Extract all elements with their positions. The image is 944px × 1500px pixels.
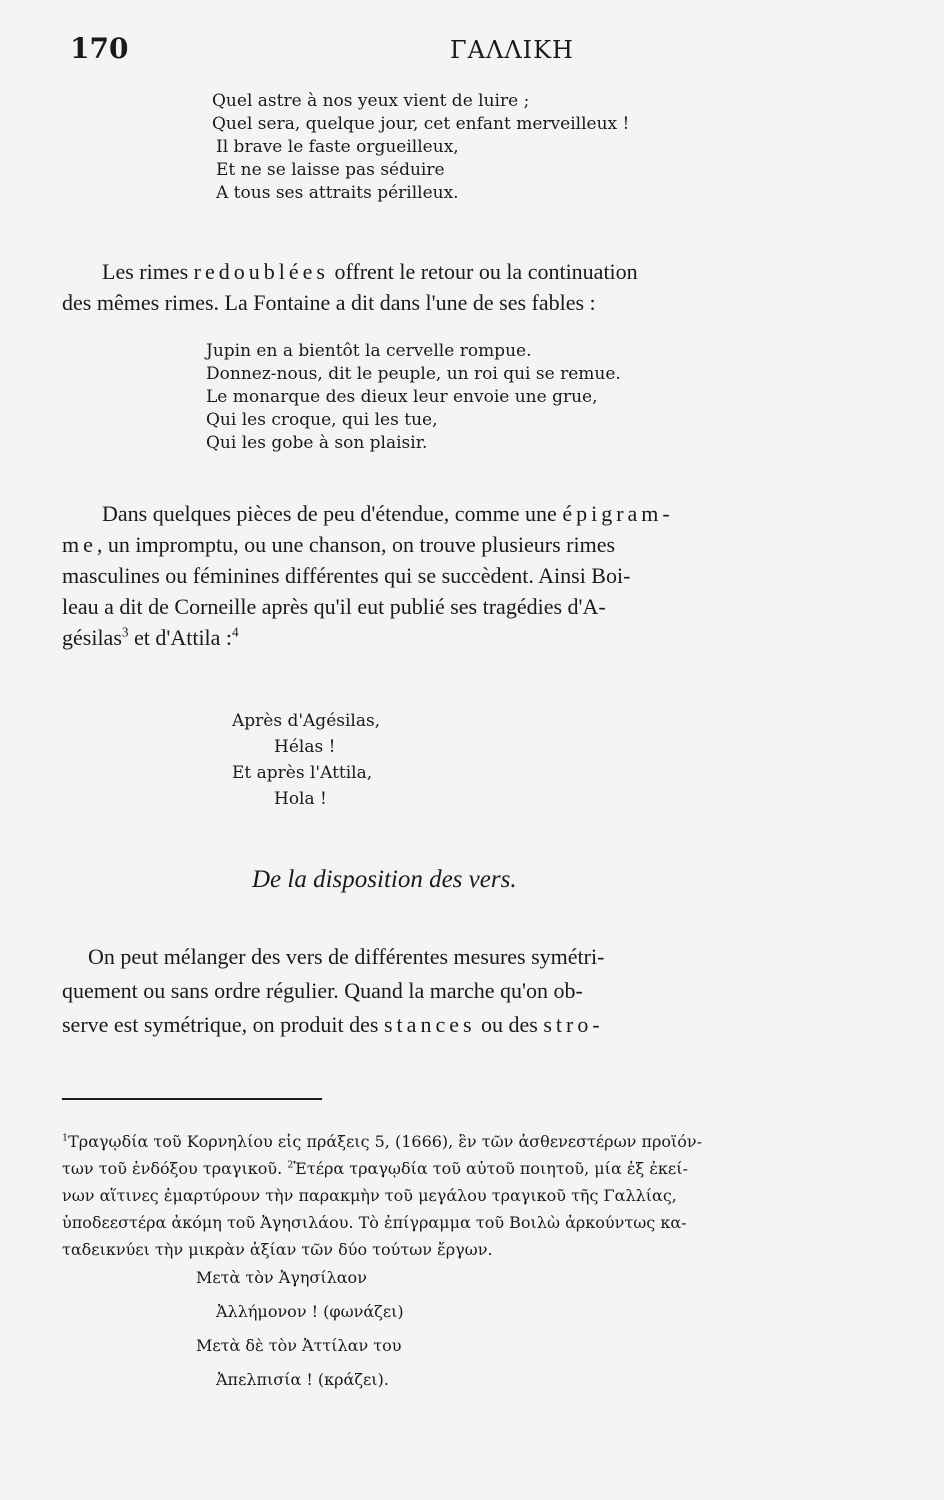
footnote-marker-1: 1 <box>62 1132 69 1144</box>
verse-line: Le monarque des dieux leur envoie une grue, <box>206 387 598 407</box>
paragraph-line: On peut mélanger des vers de différentes mesures symétri- <box>88 944 605 969</box>
footnote-ref-3: 3 <box>121 624 129 640</box>
footnote-verse-line: Μετὰ δὲ τὸν Ἀττίλαν του <box>196 1336 402 1355</box>
footnotes <box>62 1128 842 1263</box>
text-run: Les rimes <box>102 259 194 284</box>
spaced-term: me <box>62 532 97 557</box>
spaced-term: épigram- <box>562 501 674 526</box>
text-run: serve est symétrique, on produit des <box>62 1012 384 1037</box>
verse-line: Hola ! <box>274 789 327 809</box>
footnote-marker-2: 2 <box>287 1159 294 1171</box>
verse-block-3 <box>232 708 380 812</box>
running-title: ΓΑΛΛΙΚΗ <box>450 36 574 64</box>
section-heading: De la disposition des vers. <box>252 866 517 893</box>
footnote-line: Τραγῳδία τοῦ Κορνηλίου εἰς πράξεις 5, (1666), ἓν τῶν ἀσθενεστέρων προϊόν- <box>68 1132 703 1151</box>
verse-line: Et après l'Attila, <box>232 763 373 783</box>
footnote-line: νων αἵτινες ἐμαρτύρουν τὴν παρακμὴν τοῦ μεγάλου τραγικοῦ τῆς Γαλλίας, <box>62 1186 677 1205</box>
page-header <box>70 32 904 72</box>
verse-line: Hélas ! <box>274 737 336 757</box>
paragraph-disposition <box>62 940 822 1042</box>
footnote-line: ταδεικνύει τὴν μικρὰν ἀξίαν τῶν δύο τούτων ἔργων. <box>62 1240 493 1259</box>
spaced-term: stances <box>384 1012 476 1037</box>
verse-line: Donnez-nous, dit le peuple, un roi qui se remue. <box>206 364 621 384</box>
paragraph-line: des mêmes rimes. La Fontaine a dit dans l'une de ses fables : <box>62 290 596 315</box>
text-run: ou des <box>475 1012 544 1037</box>
text-run: offrent le retour ou la continuation <box>328 259 638 284</box>
verse-line: Quel sera, quelque jour, cet enfant merveilleux ! <box>212 114 630 134</box>
footnote-rule <box>62 1098 322 1100</box>
paragraph-line: quement ou sans ordre régulier. Quand la marche qu'on ob- <box>62 978 583 1003</box>
verse-line: Quel astre à nos yeux vient de luire ; <box>212 91 530 111</box>
paragraph-line: masculines ou féminines différentes qui se succèdent. Ainsi Boi- <box>62 563 631 588</box>
footnote-verse-line: Ἀλλήμονον ! (φωνάζει) <box>216 1302 404 1321</box>
paragraph-rimes-redoublees <box>62 256 822 318</box>
text-run: , un impromptu, ou une chanson, on trouve plusieurs rimes <box>96 532 616 557</box>
verse-line: Qui les gobe à son plaisir. <box>206 433 428 453</box>
paragraph-epigramme <box>62 498 822 653</box>
verse-line: Qui les croque, qui les tue, <box>206 410 438 430</box>
text-run: gésilas <box>62 625 122 650</box>
footnote-line: των τοῦ ἐνδόξου τραγικοῦ. <box>62 1159 288 1178</box>
verse-line: Et ne se laisse pas séduire <box>216 160 445 180</box>
footnote-verse-line: Ἀπελπισία ! (κράζει). <box>216 1370 389 1389</box>
footnote-ref-4: 4 <box>232 624 239 640</box>
verse-line: A tous ses attraits périlleux. <box>216 183 459 203</box>
spaced-term: redoublées <box>193 259 329 284</box>
verse-line: Après d'Agésilas, <box>232 711 381 731</box>
footnote-verse-line: Μετὰ τὸν Ἀγησίλαον <box>196 1268 367 1287</box>
footnote-line: ὑποδεεστέρα ἀκόμη τοῦ Ἀγησιλάου. Τὸ ἐπίγραμμα τοῦ Βοιλὼ ἀρκούντως κα- <box>62 1213 687 1232</box>
verse-block-2 <box>206 340 621 455</box>
verse-block-1 <box>212 90 629 205</box>
footnote-line: Ἑτέρα τραγῳδία τοῦ αὐτοῦ ποιητοῦ, μία ἐξ ἐκεί- <box>293 1159 688 1178</box>
text-run: et d'Attila : <box>128 625 233 650</box>
page-number: 170 <box>70 32 129 65</box>
verse-line: Il brave le faste orgueilleux, <box>216 137 459 157</box>
verse-line: Jupin en a bientôt la cervelle rompue. <box>206 341 532 361</box>
paragraph-line: leau a dit de Corneille après qu'il eut publié ses tragédies d'A- <box>62 594 606 619</box>
text-run: Dans quelques pièces de peu d'étendue, comme une <box>102 501 563 526</box>
spaced-term: stro- <box>543 1012 604 1037</box>
